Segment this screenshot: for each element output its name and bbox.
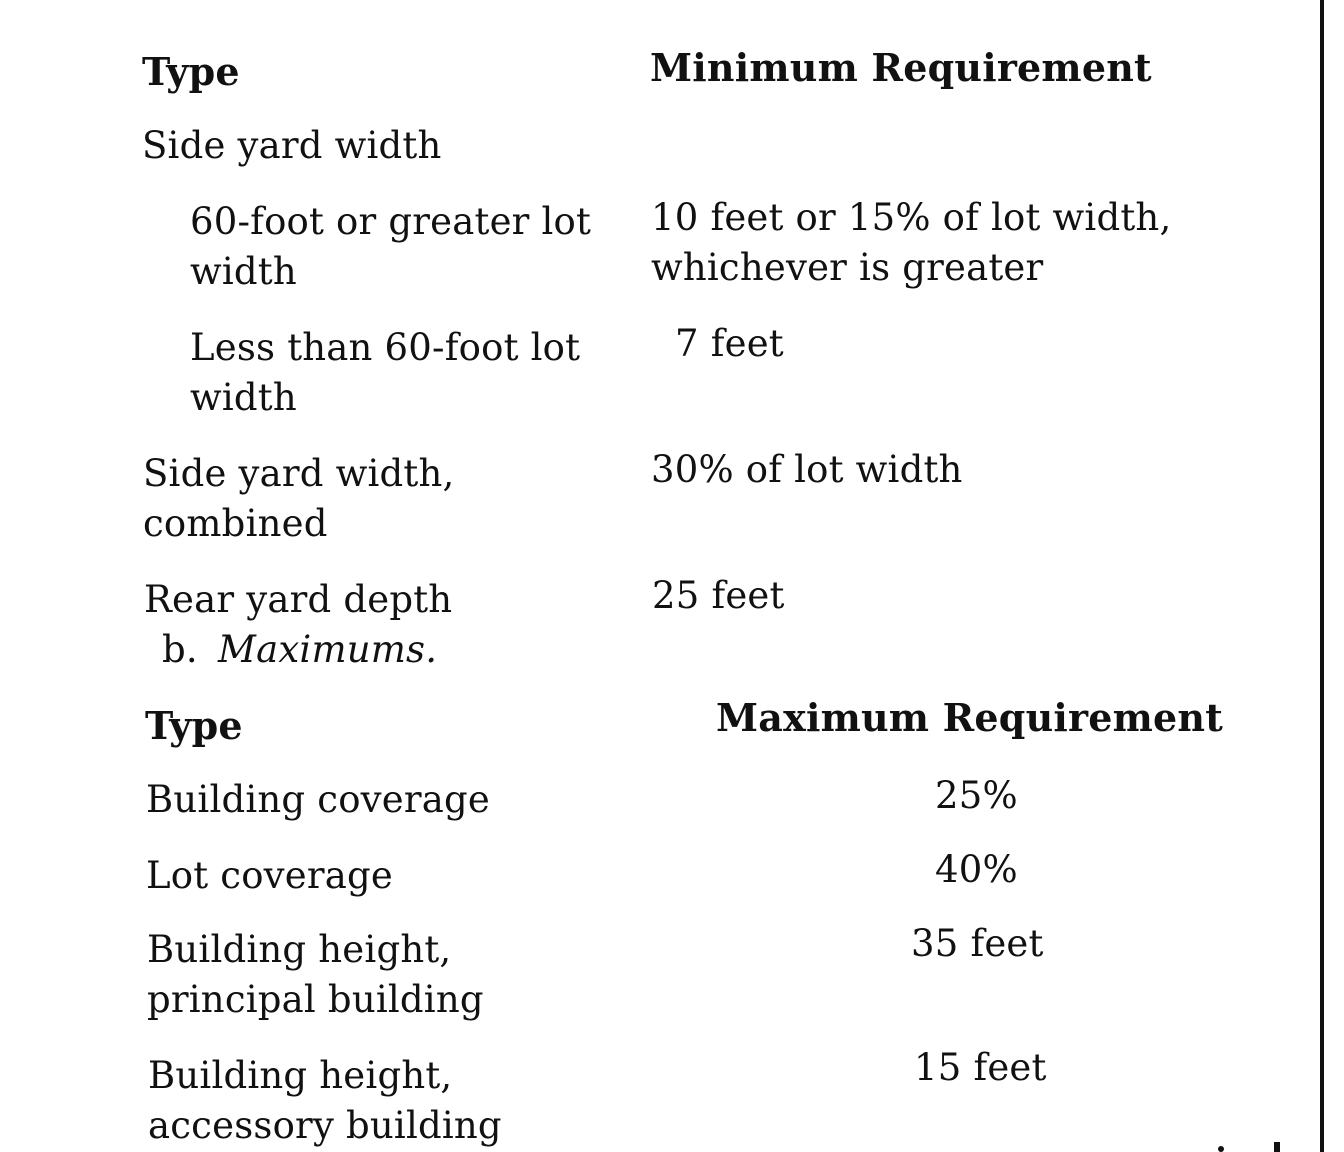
row-building-coverage-value: 25%: [935, 774, 1018, 817]
row-less-than-60-value: 7 feet: [675, 322, 784, 365]
row-accessory-height-type-line-2: accessory building: [148, 1104, 502, 1147]
row-principal-height-type-line-1: Building height,: [147, 928, 452, 971]
row-less-than-60-type-line-1: Less than 60-foot lot: [190, 326, 581, 369]
minimums-header-requirement: Minimum Requirement: [650, 45, 1152, 90]
maximums-header-type: Type: [145, 703, 243, 748]
row-accessory-height-type-line-1: Building height,: [148, 1054, 453, 1097]
row-60-foot-value-line-2: whichever is greater: [651, 246, 1044, 289]
minimums-header-type: Type: [142, 49, 240, 94]
row-accessory-height-value: 15 feet: [914, 1046, 1047, 1089]
row-combined-type-line-2: combined: [143, 502, 328, 545]
row-side-yard-width-type: Side yard width: [142, 124, 442, 167]
maximums-header-requirement: Maximum Requirement: [716, 695, 1224, 740]
row-combined-type-line-1: Side yard width,: [143, 452, 455, 495]
row-less-than-60-type-line-2: width: [190, 376, 297, 419]
row-60-foot-type-line-1: 60-foot or greater lot: [190, 200, 592, 243]
row-building-coverage-type: Building coverage: [146, 778, 491, 821]
maximums-heading-title: Maximums.: [218, 628, 438, 671]
row-lot-coverage-value: 40%: [935, 848, 1018, 891]
cropped-text-fragment: [1274, 1142, 1280, 1152]
row-lot-coverage-type: Lot coverage: [146, 854, 394, 897]
row-60-foot-type-line-2: width: [190, 250, 297, 293]
row-principal-height-type-line-2: principal building: [147, 978, 484, 1021]
maximums-heading-label: b.: [162, 628, 198, 671]
scan-edge-line: [1320, 0, 1324, 1152]
cropped-text-fragment: [1218, 1146, 1224, 1152]
row-rear-yard-value: 25 feet: [652, 574, 785, 617]
row-rear-yard-type: Rear yard depth: [144, 578, 453, 621]
row-principal-height-value: 35 feet: [911, 922, 1044, 965]
row-combined-value: 30% of lot width: [651, 448, 963, 491]
row-60-foot-value-line-1: 10 feet or 15% of lot width,: [651, 196, 1172, 239]
